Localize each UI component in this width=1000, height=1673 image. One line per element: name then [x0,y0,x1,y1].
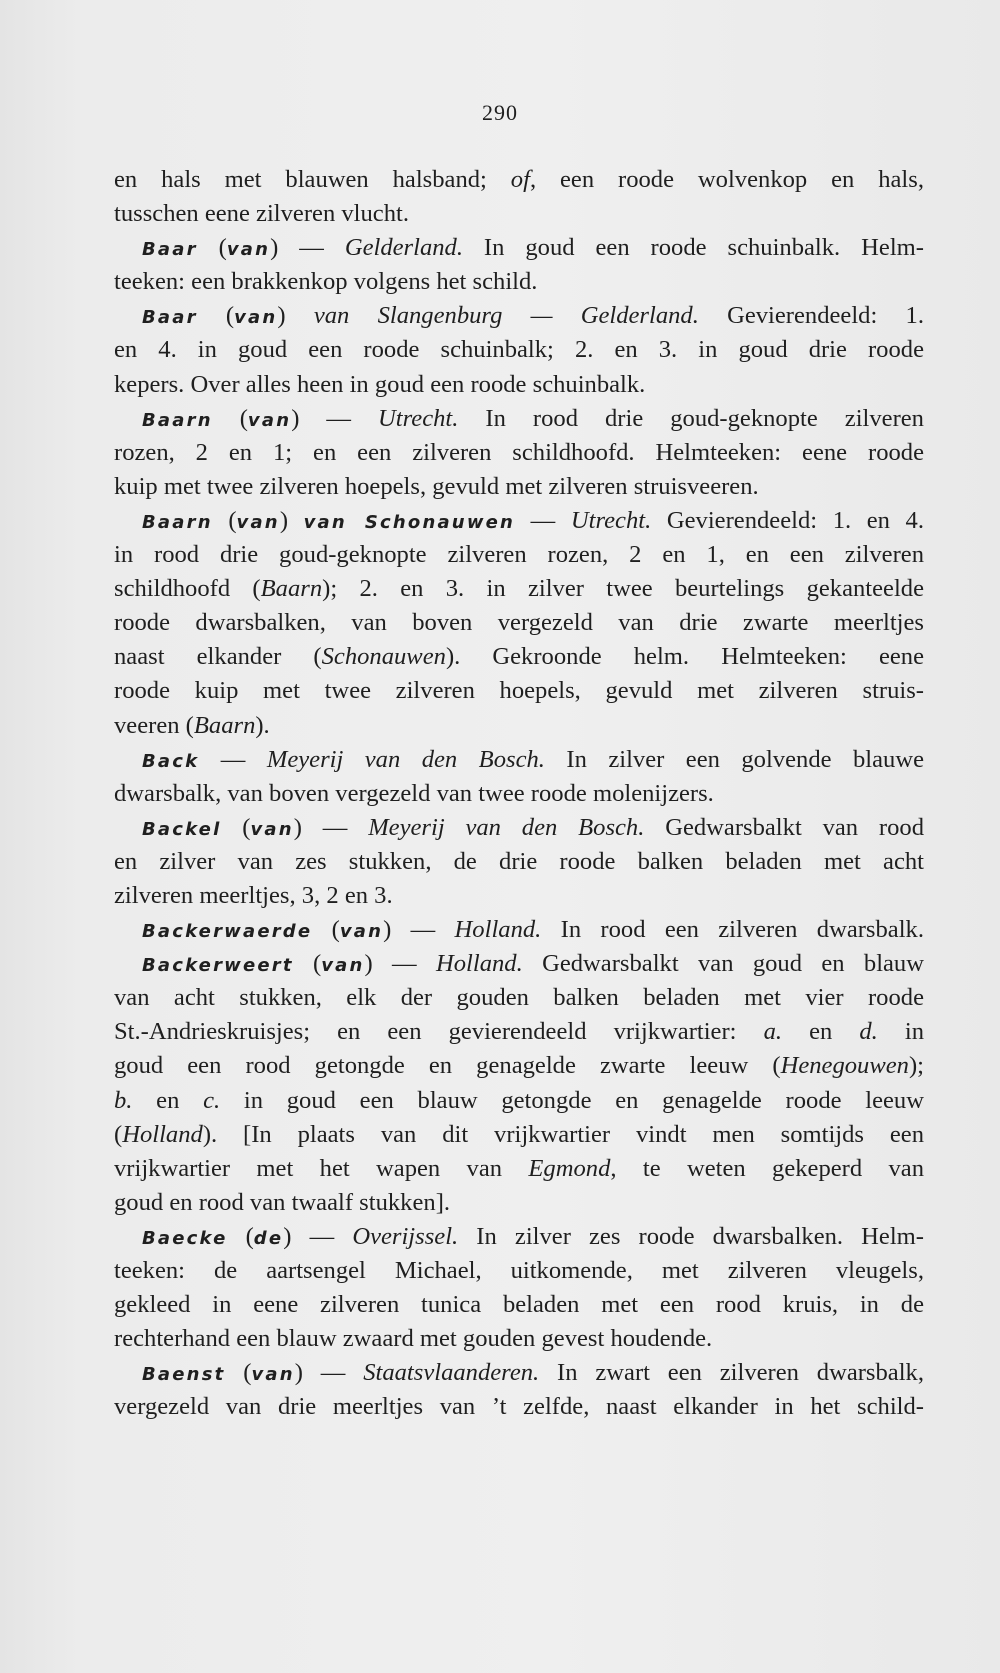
place-name: Schonauwen [321,643,446,671]
text-run: ); [908,1052,924,1080]
text-run: naast elkander ( [114,643,322,671]
text-run: en zilver van zes stukken, de drie roode balken beladen met acht [114,847,924,875]
text-run: zilveren meerltjes, 3, 2 en 3. [114,881,393,909]
text-run: St.-Andrieskruisjes; en een gevierendeeld vrijkwartier: [114,1018,764,1046]
family-name: Backerwaerde [142,921,313,943]
text-line [114,1084,924,1118]
text-run: veeren ( [114,711,194,739]
family-name: van [250,818,294,840]
entry-start-line [114,811,924,845]
text-run: rechterhand een blauw zwaard met gouden gevest houdende. [114,1325,713,1353]
entry-start-line [114,231,924,265]
text-line [114,1390,924,1424]
text-run: en [782,1018,860,1046]
place-name: Meyerij van den Bosch. [368,813,645,841]
text-line [114,333,924,367]
text-line [114,572,924,606]
text-run: ( [312,916,340,944]
place-name: Utrecht. [570,506,652,534]
text-run: ) — [294,1359,364,1387]
text-run: ( [197,302,235,330]
text-line [114,538,924,572]
text-line [114,709,924,743]
text-run: ( [221,813,251,841]
place-name: Holland. [454,916,542,944]
text-run: in rood drie goud-geknopte zilveren rozen, 2 en 1, en een zilveren [114,541,924,569]
text-run: roode kuip met twee zilveren hoepels, gevuld met zilveren struis- [114,677,924,705]
text-line [114,1118,924,1152]
text-run: in [877,1018,925,1046]
family-name: van [234,307,278,329]
entry-start-line [114,299,924,333]
text-run: In zilver zes roode dwarsbalken. Helm- [458,1222,924,1250]
text-run: ) [277,302,314,330]
place-name: Staatsvlaanderen. [363,1359,540,1387]
text-run: en [132,1086,204,1114]
text-run: goud en rood van twaalf stukken]. [114,1188,451,1216]
family-name: Back [142,750,200,772]
text-line [114,1322,924,1356]
text-run: dwarsbalk, van boven vergezeld van twee roode molenijzers. [114,779,714,807]
text-run: In rood een zilveren dwarsbalk. [541,916,924,944]
place-name: Gelderland. [344,234,463,262]
text-run: teeken: de aartsengel Michael, uitkomende, met zilveren vleugels, [114,1257,924,1284]
text-line [114,879,924,913]
family-name: Baarn [142,511,213,533]
place-name: Egmond [528,1154,611,1182]
text-line [114,1049,924,1083]
entry-start-line [114,743,924,777]
text-run: teeken: een brakkenkop volgens het schild. [114,268,538,296]
place-name: Holland [122,1120,203,1148]
text-line [114,845,924,879]
text-run: ) — [293,813,369,841]
text-run: gekleed in eene zilveren tunica beladen met een rood kruis, in de [114,1291,924,1319]
place-name: Henegouwen [780,1052,909,1080]
entry-start-line [114,504,924,538]
place-name: Baarn [260,575,323,603]
family-name: Backel [142,818,222,840]
entry-start-line [114,947,924,981]
text-line [114,674,924,708]
text-line [114,1015,924,1049]
text-run: Gedwarsbalkt van goud en blauw [522,950,924,978]
text-run: ) — [364,950,436,978]
text-run: Gevierendeeld: 1. en 4. [651,506,924,534]
place-name: Meyerij van den Bosch. [266,745,545,773]
page-number: 290 [482,100,518,125]
text-run: ( [114,1120,123,1148]
family-name: van [251,1364,295,1386]
entry-start-line [114,1356,924,1390]
place-name: Utrecht. [378,404,459,432]
family-name: Baar [142,307,198,329]
place-name: Overijssel. [352,1222,459,1250]
text-line [114,606,924,640]
place-name: Holland. [435,950,523,978]
text-run: vrijkwartier met het wapen van [114,1154,529,1182]
text-line [114,1288,924,1322]
family-name: Backerweert [142,955,294,977]
place-name: Baarn [193,711,256,739]
italic-text: of [510,166,530,193]
text-run: roode dwarsbalken, van boven vergezeld van drie zwarte meerltjes [114,609,924,637]
text-run: schildhoofd ( [114,575,261,603]
text-line [114,436,924,470]
text-line [114,1152,924,1186]
text-run: , een roode wolvenkop en hals, [529,166,924,193]
text-run: , te weten gekeperd van [610,1154,924,1182]
text-line [114,777,924,811]
italic-text: a. [763,1018,783,1046]
text-run: ) — [383,916,455,944]
text-line [114,1254,924,1288]
family-name: Baecke [142,1227,228,1249]
family-name: Baarn [142,409,213,431]
text-run: In goud een roode schuinbalk. Helm- [462,234,924,262]
text-line [114,1186,924,1220]
text-run: en hals met blauwen halsband; [114,166,511,193]
family-name: Baenst [142,1364,226,1386]
entry-start-line [114,1220,924,1254]
text-run: van acht stukken, elk der gouden balken beladen met vier roode [114,984,924,1012]
family-name: van [339,921,384,943]
text-run: vergezeld van drie meerltjes van ’t zelfde, naast elkander in het schild- [114,1393,924,1421]
text-run: ( [212,404,248,432]
text-run: kuip met twee zilveren hoepels, gevuld met zilveren struisveeren. [114,472,759,500]
text-run: goud een rood getongde en genagelde zwarte leeuw ( [114,1052,781,1080]
text-run: rozen, 2 en 1; en een zilveren schildhoofd. Helmteeken: eene roode [114,438,924,466]
text-line [114,640,924,674]
text-run: ) — [270,234,345,262]
text-run: ); 2. en 3. in zilver twee beurtelings gekanteelde [322,575,924,603]
entry-start-line [114,913,924,947]
text-line [114,470,924,504]
italic-text: c. [203,1086,221,1114]
text-run: ). [In plaats van dit vrijkwartier vindt men somtijds een [202,1120,924,1148]
text-run: tusschen eene zilveren vlucht. [114,200,410,228]
entry-start-line [114,402,924,436]
text-run: ) — [291,404,379,432]
text-run: ). [255,711,270,739]
text-line [114,163,924,197]
text-run: In zwart een zilveren dwarsbalk, [539,1359,924,1387]
family-name: Baar [142,239,198,261]
text-line [114,981,924,1015]
text-run: — [199,745,267,773]
text-line [114,265,924,299]
family-name: van [236,511,280,533]
family-name: van Schonauwen [303,511,516,533]
italic-text: d. [859,1018,878,1046]
text-run: Gevierendeeld: 1. [698,302,924,330]
family-name: van [247,409,292,431]
text-run: ) — [283,1222,353,1250]
body-text [114,163,924,1424]
text-line [114,197,924,231]
text-run: en 4. in goud een roode schuinbalk; 2. en 3. in goud drie roode [114,336,924,364]
text-run: ( [212,506,237,534]
text-run: ). Gekroonde helm. Helmteeken: eene [445,643,924,671]
text-run: ( [227,1222,254,1250]
italic-text: b. [114,1086,133,1114]
text-run: ) [279,506,304,534]
family-name: van [226,239,271,261]
text-run: In rood drie goud-geknopte zilveren [458,404,924,432]
text-run: ( [225,1359,252,1387]
text-run: ( [197,234,227,262]
place-name: van Slangenburg — Gelderland. [313,302,699,330]
text-run: Gedwarsbalkt van rood [644,813,924,841]
family-name: de [253,1227,284,1249]
text-line [114,368,924,402]
text-run: in goud een blauw getongde en genagelde roode leeuw [220,1086,924,1114]
text-run: In zilver een golvende blauwe [544,745,925,773]
text-run: — [515,506,571,534]
family-name: van [321,955,365,977]
text-run: ( [293,950,322,978]
text-run: kepers. Over alles heen in goud een roode schuinbalk. [114,370,646,398]
